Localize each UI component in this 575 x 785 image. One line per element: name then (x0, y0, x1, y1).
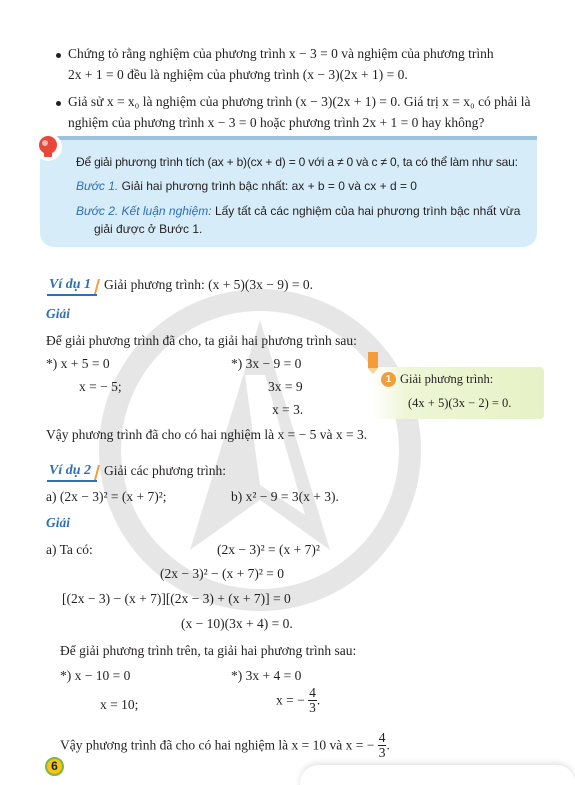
fraction-denominator: 3 (378, 745, 386, 760)
corner-card (300, 765, 575, 785)
practice-title: Giải phương trình: (400, 372, 494, 386)
note-step-1 (76, 179, 417, 193)
example-2-label: Ví dụ 2 (49, 463, 92, 478)
example-2-conclusion: Vậy phương trình đã cho có hai nghiệm là x = 10 và x = − $\frac{4}{3}$ . (60, 730, 390, 760)
example-1-underline (47, 294, 97, 296)
example-1-left-eq-1: *) x + 5 = 0 (46, 356, 110, 371)
example-2-left-eq-2: x = 10; (100, 697, 139, 712)
example-2-conclusion-prefix: Vậy phương trình đã cho có hai nghiệm là x = 10 và x = − (60, 737, 375, 753)
example-2-right-eq-1: *) 3x + 4 = 0 (231, 668, 302, 683)
fraction (308, 686, 317, 715)
example-2-prompt: Giải các phương trình: (104, 463, 227, 478)
practice-equation: (4x + 5)(3x − 2) = 0. (408, 396, 512, 410)
example-2-underline (47, 480, 97, 482)
example-2-intro-2: Để giải phương trình trên, ta giải hai phương trình sau: (60, 643, 357, 658)
note-step-2-line-2: giải được ở Bước 1. (94, 222, 203, 236)
example-1-prompt: Giải phương trình: (x + 5)(3x − 9) = 0. (104, 277, 314, 292)
note-step-2-text: Lấy tất cả các nghiệm của hai phương trình bậc nhất vừa (214, 204, 521, 218)
bullet-1-line-2: 2x + 1 = 0 đều là nghiệm của phương trình (x − 3)(2x + 1) = 0. (68, 67, 408, 82)
bullet-2-line-1: Giả sử x = x₀ là nghiệm của phương trình (x − 3)(2x + 1) = 0. Giá trị x = x₀ có phải là (68, 94, 531, 109)
example-1-intro: Để giải phương trình đã cho, ta giải hai phương trình sau: (46, 333, 357, 348)
example-2-part-a: a) (2x − 3)² = (x + 7)²; (46, 489, 167, 504)
example-2-solution-label: Giải (46, 515, 71, 530)
example-1-solution-label: Giải (46, 306, 71, 321)
bullet-dot (56, 53, 61, 58)
example-2-part-b: b) x² − 9 = 3(x + 3). (231, 489, 339, 504)
fraction-numerator: 4 (309, 685, 316, 700)
example-1-right-eq-3: x = 3. (272, 402, 304, 417)
example-2-line-1: (2x − 3)² = (x + 7)² (217, 542, 320, 557)
lightbulb-icon (33, 132, 63, 162)
note-step-2-label: Bước 2. Kết luận nghiệm: (76, 204, 212, 218)
example-2-line-4: (x − 10)(3x + 4) = 0. (181, 616, 293, 631)
note-step-1-label: Bước 1. (76, 179, 119, 193)
note-step-2 (76, 204, 520, 218)
example-2-right-eq-2: x = − $\frac{4}{3}$ . (276, 685, 321, 715)
example-2-line-3: [(2x − 3) − (x + 7)][(2x − 3) + (x + 7)] = 0 (62, 591, 291, 606)
example-2-right-eq-2-prefix: x = − (276, 692, 305, 708)
pencil-icon (366, 352, 380, 374)
example-1-right-eq-1: *) 3x − 9 = 0 (231, 356, 302, 371)
note-intro: Để giải phương trình tích (ax + b)(cx + d) = 0 với a ≠ 0 và c ≠ 0, ta có thể làm như sau: (76, 155, 518, 169)
note-step-1-text: Giải hai phương trình bậc nhất: ax + b = 0 và cx + d = 0 (121, 179, 417, 193)
fraction-numerator: 4 (378, 730, 386, 745)
example-2-a-intro: a) Ta có: (46, 542, 93, 557)
bullet-2-line-2: nghiệm của phương trình x − 3 = 0 hoặc phương trình 2x + 1 = 0 hay không? (68, 115, 485, 130)
example-1-right-eq-2: 3x = 9 (268, 379, 303, 394)
example-2-line-2: (2x − 3)² − (x + 7)² = 0 (160, 566, 285, 581)
page-number: 6 (45, 757, 64, 776)
example-1-conclusion: Vậy phương trình đã cho có hai nghiệm là x = − 5 và x = 3. (46, 427, 368, 442)
bullet-1-line-1: Chứng tỏ rằng nghiệm của phương trình x − 3 = 0 và nghiệm của phương trình (68, 46, 494, 61)
bullet-dot (56, 101, 61, 106)
practice-number: 1 (381, 372, 396, 387)
example-1-label: Ví dụ 1 (49, 277, 92, 292)
example-2-left-eq-1: *) x − 10 = 0 (60, 668, 131, 683)
fraction-denominator: 3 (309, 700, 316, 715)
example-1-left-eq-2: x = − 5; (79, 379, 122, 394)
